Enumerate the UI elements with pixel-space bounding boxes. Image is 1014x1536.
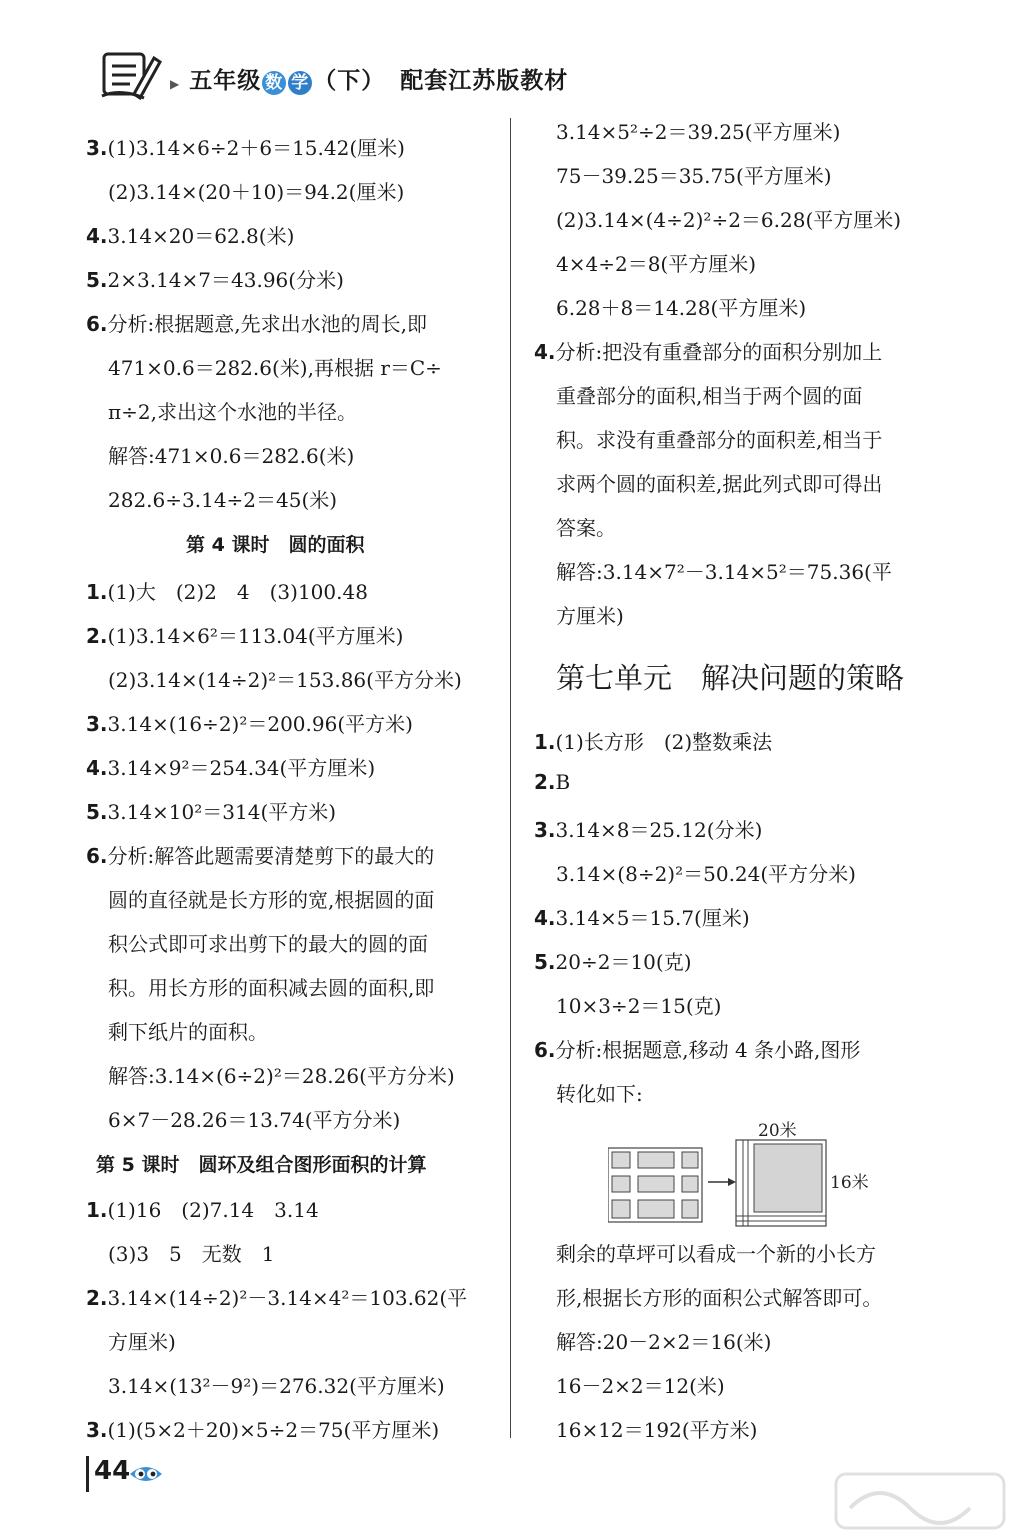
question-number: 6. xyxy=(86,844,108,868)
header-title: ▶ 五年级 数 学 （下） 配套江苏版教材 xyxy=(170,68,569,94)
answer-line xyxy=(556,468,882,497)
question-number: 3. xyxy=(86,1418,108,1442)
answer-line xyxy=(86,264,344,293)
answer-line xyxy=(556,556,892,585)
line-text: 20÷2＝10(克) xyxy=(555,950,692,974)
line-text: 分析:根据题意,移动 4 条小路,图形 xyxy=(555,1038,861,1062)
line-text: 分析:解答此题需要清楚剪下的最大的 xyxy=(107,844,435,868)
answer-line xyxy=(108,884,434,913)
unit-title xyxy=(556,656,904,697)
eyes-icon xyxy=(128,1462,164,1486)
line-text: 圆的直径就是长方形的宽,根据圆的面 xyxy=(108,888,435,912)
answer-line xyxy=(556,116,840,145)
answer-line xyxy=(108,664,462,693)
line-text: (1)16 (2)7.14 3.14 xyxy=(107,1198,319,1222)
answer-line xyxy=(556,512,616,541)
line-text: 3.14×5²÷2＝39.25(平方厘米) xyxy=(556,120,841,144)
question-number: 1. xyxy=(534,730,556,754)
answer-line xyxy=(86,1282,467,1311)
line-text: (2)3.14×(4÷2)²÷2＝6.28(平方厘米) xyxy=(556,208,902,232)
question-number: 2. xyxy=(534,770,556,794)
answer-line xyxy=(108,396,357,425)
line-text: 6.28＋8＝14.28(平方厘米) xyxy=(556,296,807,320)
answer-line xyxy=(534,726,772,755)
answer-line xyxy=(108,1326,176,1355)
line-text: 3.14×(13²－9²)＝276.32(平方厘米) xyxy=(108,1374,445,1398)
answer-line xyxy=(556,1282,882,1311)
question-number: 5. xyxy=(86,800,108,824)
transform-arrow xyxy=(708,1178,736,1186)
section-title xyxy=(186,530,364,557)
answer-line xyxy=(86,752,375,781)
answer-line xyxy=(556,858,856,887)
height-label: 16米 xyxy=(830,1173,869,1193)
question-number: 4. xyxy=(86,224,108,248)
line-text: 75－39.25＝35.75(平方厘米) xyxy=(556,164,832,188)
line-text: 3.14×5＝15.7(厘米) xyxy=(555,906,750,930)
original-lawn-grid xyxy=(608,1148,702,1222)
question-number: 3. xyxy=(86,136,108,160)
edition-label: 配套江苏版教材 xyxy=(400,68,569,94)
answer-line xyxy=(108,928,428,957)
line-text: 解答:20－2×2＝16(米) xyxy=(556,1330,772,1354)
line-text: 方厘米) xyxy=(556,604,624,628)
grade-label: 五年级 xyxy=(189,68,262,94)
answer-line xyxy=(108,440,354,469)
line-text: 转化如下: xyxy=(556,1082,643,1106)
question-number: 6. xyxy=(534,1038,556,1062)
line-text: 282.6÷3.14÷2＝45(米) xyxy=(108,488,338,512)
answer-line xyxy=(86,220,294,249)
line-text: 积。求没有重叠部分的面积差,相当于 xyxy=(556,428,883,452)
line-text: 重叠部分的面积,相当于两个圆的面 xyxy=(556,384,863,408)
line-text: 分析:根据题意,先求出水池的周长,即 xyxy=(107,312,427,336)
line-text: 第 5 课时 圆环及组合图形面积的计算 xyxy=(96,1154,427,1176)
line-text: 积公式即可求出剪下的最大的圆的面 xyxy=(108,932,428,956)
question-number: 5. xyxy=(86,268,108,292)
answer-line xyxy=(108,1370,445,1399)
answer-line xyxy=(556,380,862,409)
question-number: 3. xyxy=(534,818,556,842)
line-text: (1)3.14×6÷2＋6＝15.42(厘米) xyxy=(107,136,405,160)
answer-line xyxy=(86,132,405,161)
answer-line xyxy=(556,292,806,321)
page-number: 44 xyxy=(94,1456,131,1486)
line-text: 解答:3.14×(6÷2)²＝28.26(平方分米) xyxy=(108,1064,455,1088)
answer-line xyxy=(534,814,762,843)
question-number: 3. xyxy=(86,712,108,736)
answer-line xyxy=(534,770,570,794)
line-text: B xyxy=(555,770,571,794)
line-text: (1)长方形 (2)整数乘法 xyxy=(555,730,773,754)
question-number: 2. xyxy=(86,1286,108,1310)
line-text: 剩下纸片的面积。 xyxy=(108,1020,268,1044)
answer-line xyxy=(86,620,403,649)
answer-line xyxy=(108,484,337,513)
question-number: 4. xyxy=(534,340,556,364)
line-text: 6×7－28.26＝13.74(平方分米) xyxy=(108,1108,401,1132)
line-text: (2)3.14×(20＋10)＝94.2(厘米) xyxy=(108,180,405,204)
line-text: 3.14×20＝62.8(米) xyxy=(107,224,295,248)
answer-line xyxy=(108,1104,400,1133)
answer-line xyxy=(556,1414,757,1443)
answer-line xyxy=(108,1238,275,1267)
question-number: 5. xyxy=(534,950,556,974)
answer-line xyxy=(86,796,336,825)
answer-line xyxy=(86,840,434,869)
line-text: 3.14×(16÷2)²＝200.96(平方米) xyxy=(107,712,413,736)
line-text: π÷2,求出这个水池的半径。 xyxy=(108,400,357,424)
answer-line xyxy=(534,336,882,365)
answer-line xyxy=(108,1016,268,1045)
answer-line xyxy=(556,248,756,277)
line-text: 求两个圆的面积差,据此列式即可得出 xyxy=(556,472,883,496)
line-text: 第 4 课时 圆的面积 xyxy=(186,534,365,556)
answer-line xyxy=(556,990,721,1019)
line-text: 第七单元 解决问题的策略 xyxy=(556,661,905,695)
question-number: 6. xyxy=(86,312,108,336)
question-number: 1. xyxy=(86,580,108,604)
line-text: 解答:3.14×7²－3.14×5²＝75.36(平 xyxy=(556,560,892,584)
answer-line xyxy=(556,1326,771,1355)
question-number: 4. xyxy=(86,756,108,780)
section-title xyxy=(96,1150,426,1177)
footer-bar xyxy=(86,1456,89,1492)
answer-line xyxy=(556,160,832,189)
subject-badge: 数 学 xyxy=(261,68,313,95)
answer-line xyxy=(556,1238,876,1267)
answer-line xyxy=(86,576,368,605)
line-text: (2)3.14×(14÷2)²＝153.86(平方分米) xyxy=(108,668,462,692)
line-text: 解答:471×0.6＝282.6(米) xyxy=(108,444,355,468)
line-text: 4×4÷2＝8(平方厘米) xyxy=(556,252,757,276)
answer-line xyxy=(108,1060,455,1089)
line-text: (1)3.14×6²＝113.04(平方厘米) xyxy=(107,624,404,648)
answer-line xyxy=(534,1034,860,1063)
answer-line xyxy=(86,1194,319,1223)
answer-line xyxy=(534,902,750,931)
volume-label: （下） xyxy=(313,68,386,94)
answer-line xyxy=(556,204,901,233)
answer-line xyxy=(556,600,624,629)
answer-line xyxy=(108,176,404,205)
line-text: 形,根据长方形的面积公式解答即可。 xyxy=(556,1286,883,1310)
answer-line xyxy=(108,352,442,381)
line-text: 分析:把没有重叠部分的面积分别加上 xyxy=(555,340,883,364)
line-text: 3.14×8＝25.12(分米) xyxy=(555,818,763,842)
watermark-logo-icon xyxy=(830,1468,1010,1534)
question-number: 2. xyxy=(86,624,108,648)
line-text: 3.14×(14÷2)²－3.14×4²＝103.62(平 xyxy=(107,1286,468,1310)
question-number: 1. xyxy=(86,1198,108,1222)
line-text: 3.14×9²＝254.34(平方厘米) xyxy=(107,756,376,780)
answer-line xyxy=(108,972,434,1001)
answer-line xyxy=(86,308,427,337)
line-text: 3.14×10²＝314(平方米) xyxy=(107,800,337,824)
line-text: 剩余的草坪可以看成一个新的小长方 xyxy=(556,1242,876,1266)
line-text: (1)(5×2＋20)×5÷2＝75(平方厘米) xyxy=(107,1418,440,1442)
answer-line xyxy=(534,946,692,975)
line-text: 答案。 xyxy=(556,516,616,540)
answer-line xyxy=(556,1370,725,1399)
line-text: 3.14×(8÷2)²＝50.24(平方分米) xyxy=(556,862,856,886)
line-text: 积。用长方形的面积减去圆的面积,即 xyxy=(108,976,435,1000)
page-header xyxy=(100,48,620,108)
transformed-lawn xyxy=(736,1140,826,1226)
question-number: 4. xyxy=(534,906,556,930)
line-text: 10×3÷2＝15(克) xyxy=(556,994,722,1018)
lawn-transform-figure xyxy=(608,1120,878,1230)
line-text: 16－2×2＝12(米) xyxy=(556,1374,725,1398)
line-text: 471×0.6＝282.6(米),再根据 r＝C÷ xyxy=(108,356,442,380)
line-text: (1)大 (2)2 4 (3)100.48 xyxy=(107,580,368,604)
answer-line xyxy=(86,1414,439,1443)
answer-line xyxy=(556,1078,643,1107)
line-text: 方厘米) xyxy=(108,1330,176,1354)
line-text: 2×3.14×7＝43.96(分米) xyxy=(107,268,344,292)
answer-line xyxy=(86,708,413,737)
notebook-pencil-icon xyxy=(100,48,162,102)
line-text: (3)3 5 无数 1 xyxy=(108,1242,275,1266)
column-divider xyxy=(510,118,511,1438)
width-label: 20米 xyxy=(758,1121,797,1141)
line-text: 16×12＝192(平方米) xyxy=(556,1418,758,1442)
answer-line xyxy=(556,424,882,453)
